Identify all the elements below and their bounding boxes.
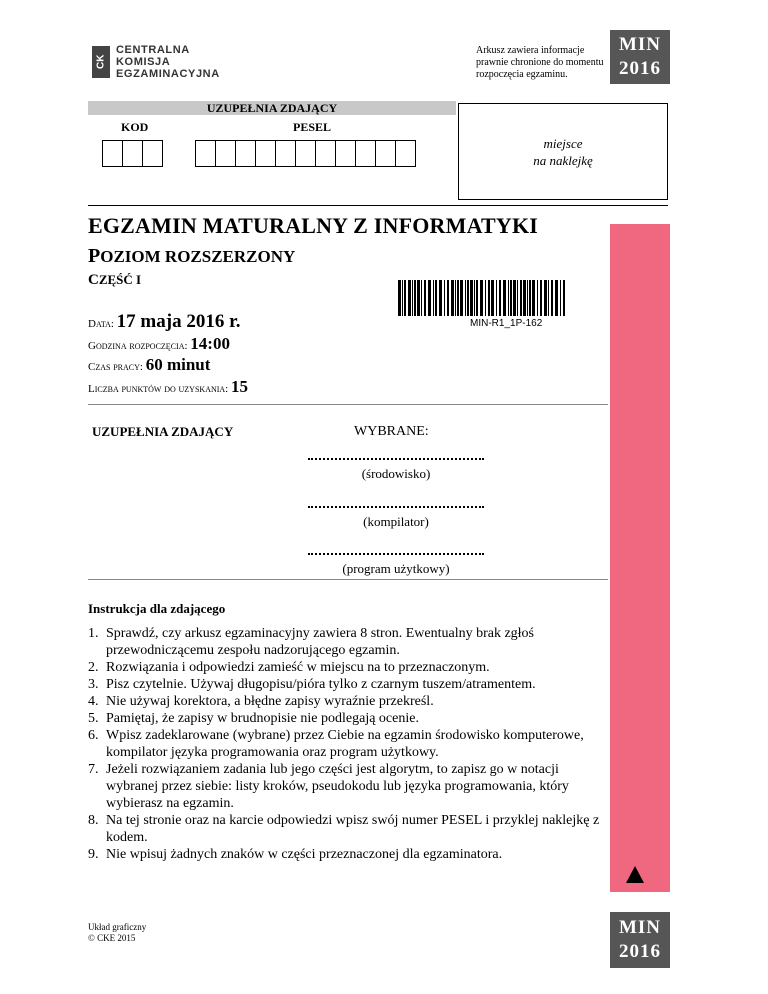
points-label: Liczba punktów do uzyskania: — [88, 383, 229, 395]
instruction-item: 6. Wpisz zadeklarowane (wybrane) przez Ciebie na egzamin środowisko komputerowe, kompilator języka programowania oraz program użytkowy. — [88, 728, 584, 760]
dotted-line[interactable] — [308, 457, 484, 460]
kod-cells[interactable] — [103, 140, 163, 167]
exam-part — [88, 272, 141, 289]
date-value: 17 maja 2016 r. — [116, 311, 241, 332]
level-rest: OZIOM ROZSZERZONY — [100, 247, 296, 266]
divider — [88, 404, 608, 405]
pesel-cells[interactable] — [196, 140, 416, 167]
compiler-caption: (kompilator) — [363, 514, 429, 529]
exam-code-badge-bottom — [610, 912, 670, 968]
part-first-letter: C — [88, 272, 99, 288]
pesel-label: PESEL — [293, 120, 332, 134]
duration-value: 60 minut — [145, 355, 211, 374]
divider — [88, 579, 608, 580]
confidential-notice — [476, 45, 611, 81]
sticker-area — [458, 103, 668, 200]
notice-line: Arkusz zawiera informacje — [476, 45, 585, 56]
level-first-letter: P — [88, 245, 101, 267]
badge-code: MIN — [618, 917, 662, 938]
instruction-item: 3. Pisz czytelnie. Używaj długopisu/pióra tylko z czarnym tuszem/atramentem. — [88, 677, 536, 692]
sticker-line: miejsce — [543, 135, 583, 151]
points-value: 15 — [231, 377, 248, 396]
instruction-item: 8. Na tej stronie oraz na karcie odpowiedzi wpisz swój numer PESEL i przyklej naklejkę z kodem. — [88, 813, 600, 845]
kod-cell[interactable] — [102, 140, 123, 167]
footer-line: Układ graficzny — [88, 922, 147, 932]
pesel-cell[interactable] — [375, 140, 396, 167]
application-field[interactable] — [308, 552, 484, 577]
instruction-item: 7. Jeżeli rozwiązaniem zadania lub jego części jest algorytm, to zapisz go w notacji wybranej przez siebie: listy kroków, pseudokodu lub języka programowania, który wybierasz na egzamin. — [88, 762, 569, 811]
exam-title: EGZAMIN MATURALNY Z INFORMATYKI — [88, 213, 539, 238]
examiner-side-bar — [610, 224, 670, 892]
pesel-cell[interactable] — [215, 140, 236, 167]
duration-label: Czas pracy: — [88, 361, 143, 373]
exam-level — [88, 245, 295, 268]
arrow-up-icon — [626, 866, 644, 883]
instruction-item: 9. Nie wpisuj żadnych znaków w części przeznaczonej dla egzaminatora. — [88, 847, 503, 862]
notice-line: prawnie chronione do momentu — [476, 57, 604, 68]
instruction-item: 1. Sprawdź, czy arkusz egzaminacyjny zawiera 8 stron. Ewentualny brak zgłoś przewodniczącemu zespołu nadzorującego egzamin. — [88, 626, 535, 658]
badge-year: 2016 — [619, 941, 661, 962]
kod-cell[interactable] — [122, 140, 143, 167]
selection-fill-label: UZUPEŁNIA ZDAJĄCY — [92, 424, 234, 439]
pesel-cell[interactable] — [195, 140, 216, 167]
kod-cell[interactable] — [142, 140, 163, 167]
compiler-field[interactable] — [308, 505, 484, 530]
dotted-line[interactable] — [308, 505, 484, 508]
start-value: 14:00 — [190, 334, 230, 353]
footer-line: © CKE 2015 — [88, 933, 136, 943]
part-rest: ZĘŚĆ I — [98, 272, 142, 287]
selected-label: WYBRANE: — [354, 424, 429, 439]
candidate-fill-header: UZUPEŁNIA ZDAJĄCY — [88, 101, 456, 115]
pesel-cell[interactable] — [255, 140, 276, 167]
divider — [88, 205, 668, 206]
start-label: Godzina rozpoczęcia: — [88, 340, 188, 352]
logo-line: KOMISJA — [116, 56, 171, 68]
dotted-line[interactable] — [308, 552, 484, 555]
application-caption: (program użytkowy) — [342, 561, 450, 576]
date-row — [88, 311, 241, 333]
exam-code-badge-top — [610, 30, 670, 84]
duration-row — [88, 355, 210, 375]
pesel-cell[interactable] — [295, 140, 316, 167]
pesel-cell[interactable] — [275, 140, 296, 167]
pesel-cell[interactable] — [355, 140, 376, 167]
pesel-cell[interactable] — [335, 140, 356, 167]
cke-logo-mark: CK — [92, 46, 110, 78]
kod-label: KOD — [121, 120, 149, 134]
logo-line: CENTRALNA — [116, 44, 190, 56]
pesel-cell[interactable] — [395, 140, 416, 167]
logo-line: EGZAMINACYJNA — [116, 68, 220, 80]
barcode — [398, 280, 565, 316]
notice-line: rozpoczęcia egzaminu. — [476, 69, 568, 80]
sticker-line: na naklejkę — [533, 152, 593, 168]
environment-caption: (środowisko) — [361, 466, 431, 481]
pesel-cell[interactable] — [235, 140, 256, 167]
barcode-code: MIN-R1_1P-162 — [470, 318, 543, 329]
cke-logo-text — [116, 44, 220, 80]
instruction-item: 5. Pamiętaj, że zapisy w brudnopisie nie podlegają ocenie. — [88, 711, 419, 726]
footer-credit — [88, 922, 146, 944]
pesel-cell[interactable] — [315, 140, 336, 167]
badge-code: MIN — [618, 34, 662, 55]
points-row — [88, 377, 248, 397]
environment-field[interactable] — [308, 457, 484, 482]
start-row — [88, 334, 230, 354]
instruction-item: 4. Nie używaj korektora, a błędne zapisy wyraźnie przekreśl. — [88, 694, 434, 709]
instruction-item: 2. Rozwiązania i odpowiedzi zamieść w miejscu na to przeznaczonym. — [88, 660, 490, 675]
badge-year: 2016 — [619, 58, 661, 79]
instructions-title: Instrukcja dla zdającego — [88, 601, 226, 616]
instructions-list — [88, 625, 608, 863]
date-label: Data: — [88, 318, 114, 330]
